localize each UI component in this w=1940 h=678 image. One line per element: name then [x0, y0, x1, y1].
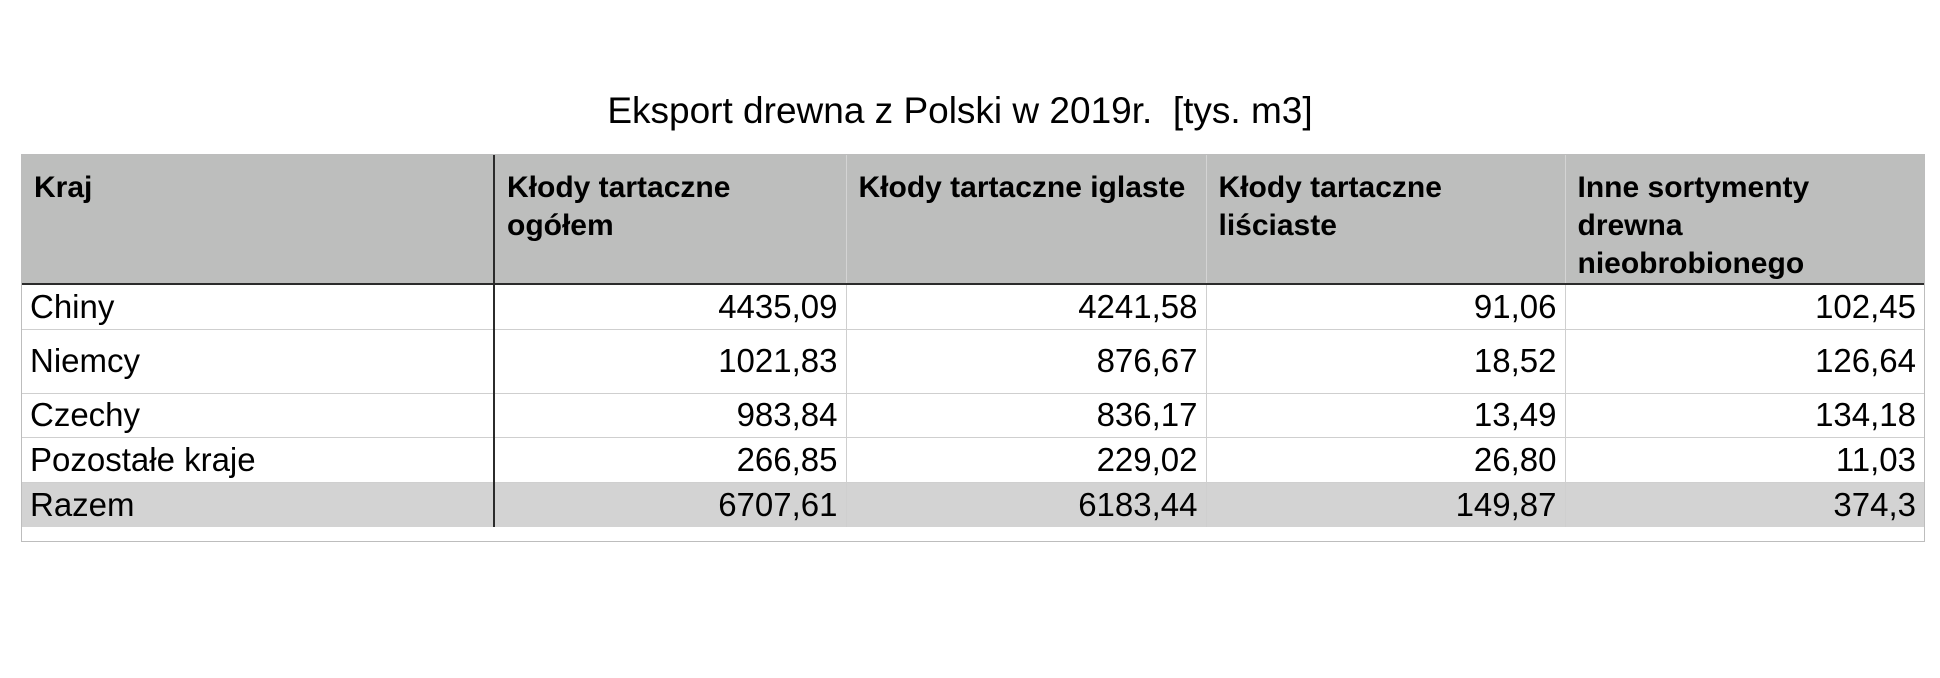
total-label: Razem — [22, 482, 494, 527]
column-header-inne: Inne sortymenty drewna nieobrobionego — [1565, 155, 1924, 284]
table-cell-country: Chiny — [22, 284, 494, 329]
table-row — [22, 329, 1924, 393]
column-header-iglaste: Kłody tartaczne iglaste — [846, 155, 1206, 284]
table-cell-value: 4241,58 — [846, 284, 1206, 329]
table-row — [22, 437, 1924, 482]
table-cell-value: 18,52 — [1206, 329, 1565, 393]
table-cell-value: 134,18 — [1565, 393, 1924, 437]
table-cell-value: 102,45 — [1565, 284, 1924, 329]
column-header-kraj: Kraj — [22, 155, 494, 284]
table-cell-value: 26,80 — [1206, 437, 1565, 482]
table-row — [22, 393, 1924, 437]
header-row — [22, 155, 1924, 284]
table-cell-value: 4435,09 — [494, 284, 846, 329]
total-value: 6183,44 — [846, 482, 1206, 527]
total-value: 374,3 — [1565, 482, 1924, 527]
table-cell-value: 126,64 — [1565, 329, 1924, 393]
column-header-lisciaste: Kłody tartaczne liściaste — [1206, 155, 1565, 284]
table-cell-value: 266,85 — [494, 437, 846, 482]
export-table — [22, 155, 1924, 527]
table-cell-value: 11,03 — [1565, 437, 1924, 482]
table-cell-value: 983,84 — [494, 393, 846, 437]
table-cell-country: Pozostałe kraje — [22, 437, 494, 482]
table-title: Eksport drewna z Polski w 2019r. [tys. m3] — [607, 90, 1313, 131]
table-cell-value: 13,49 — [1206, 393, 1565, 437]
table-cell-value: 1021,83 — [494, 329, 846, 393]
table-cell-value: 876,67 — [846, 329, 1206, 393]
table-row — [22, 284, 1924, 329]
total-value: 6707,61 — [494, 482, 846, 527]
table-cell-value: 91,06 — [1206, 284, 1565, 329]
table-cell-country: Czechy — [22, 393, 494, 437]
table-cell-country: Niemcy — [22, 329, 494, 393]
total-value: 149,87 — [1206, 482, 1565, 527]
table-cell-value: 229,02 — [846, 437, 1206, 482]
table-cell-value: 836,17 — [846, 393, 1206, 437]
column-header-ogolem: Kłody tartaczne ogółem — [494, 155, 846, 284]
total-row — [22, 482, 1924, 527]
